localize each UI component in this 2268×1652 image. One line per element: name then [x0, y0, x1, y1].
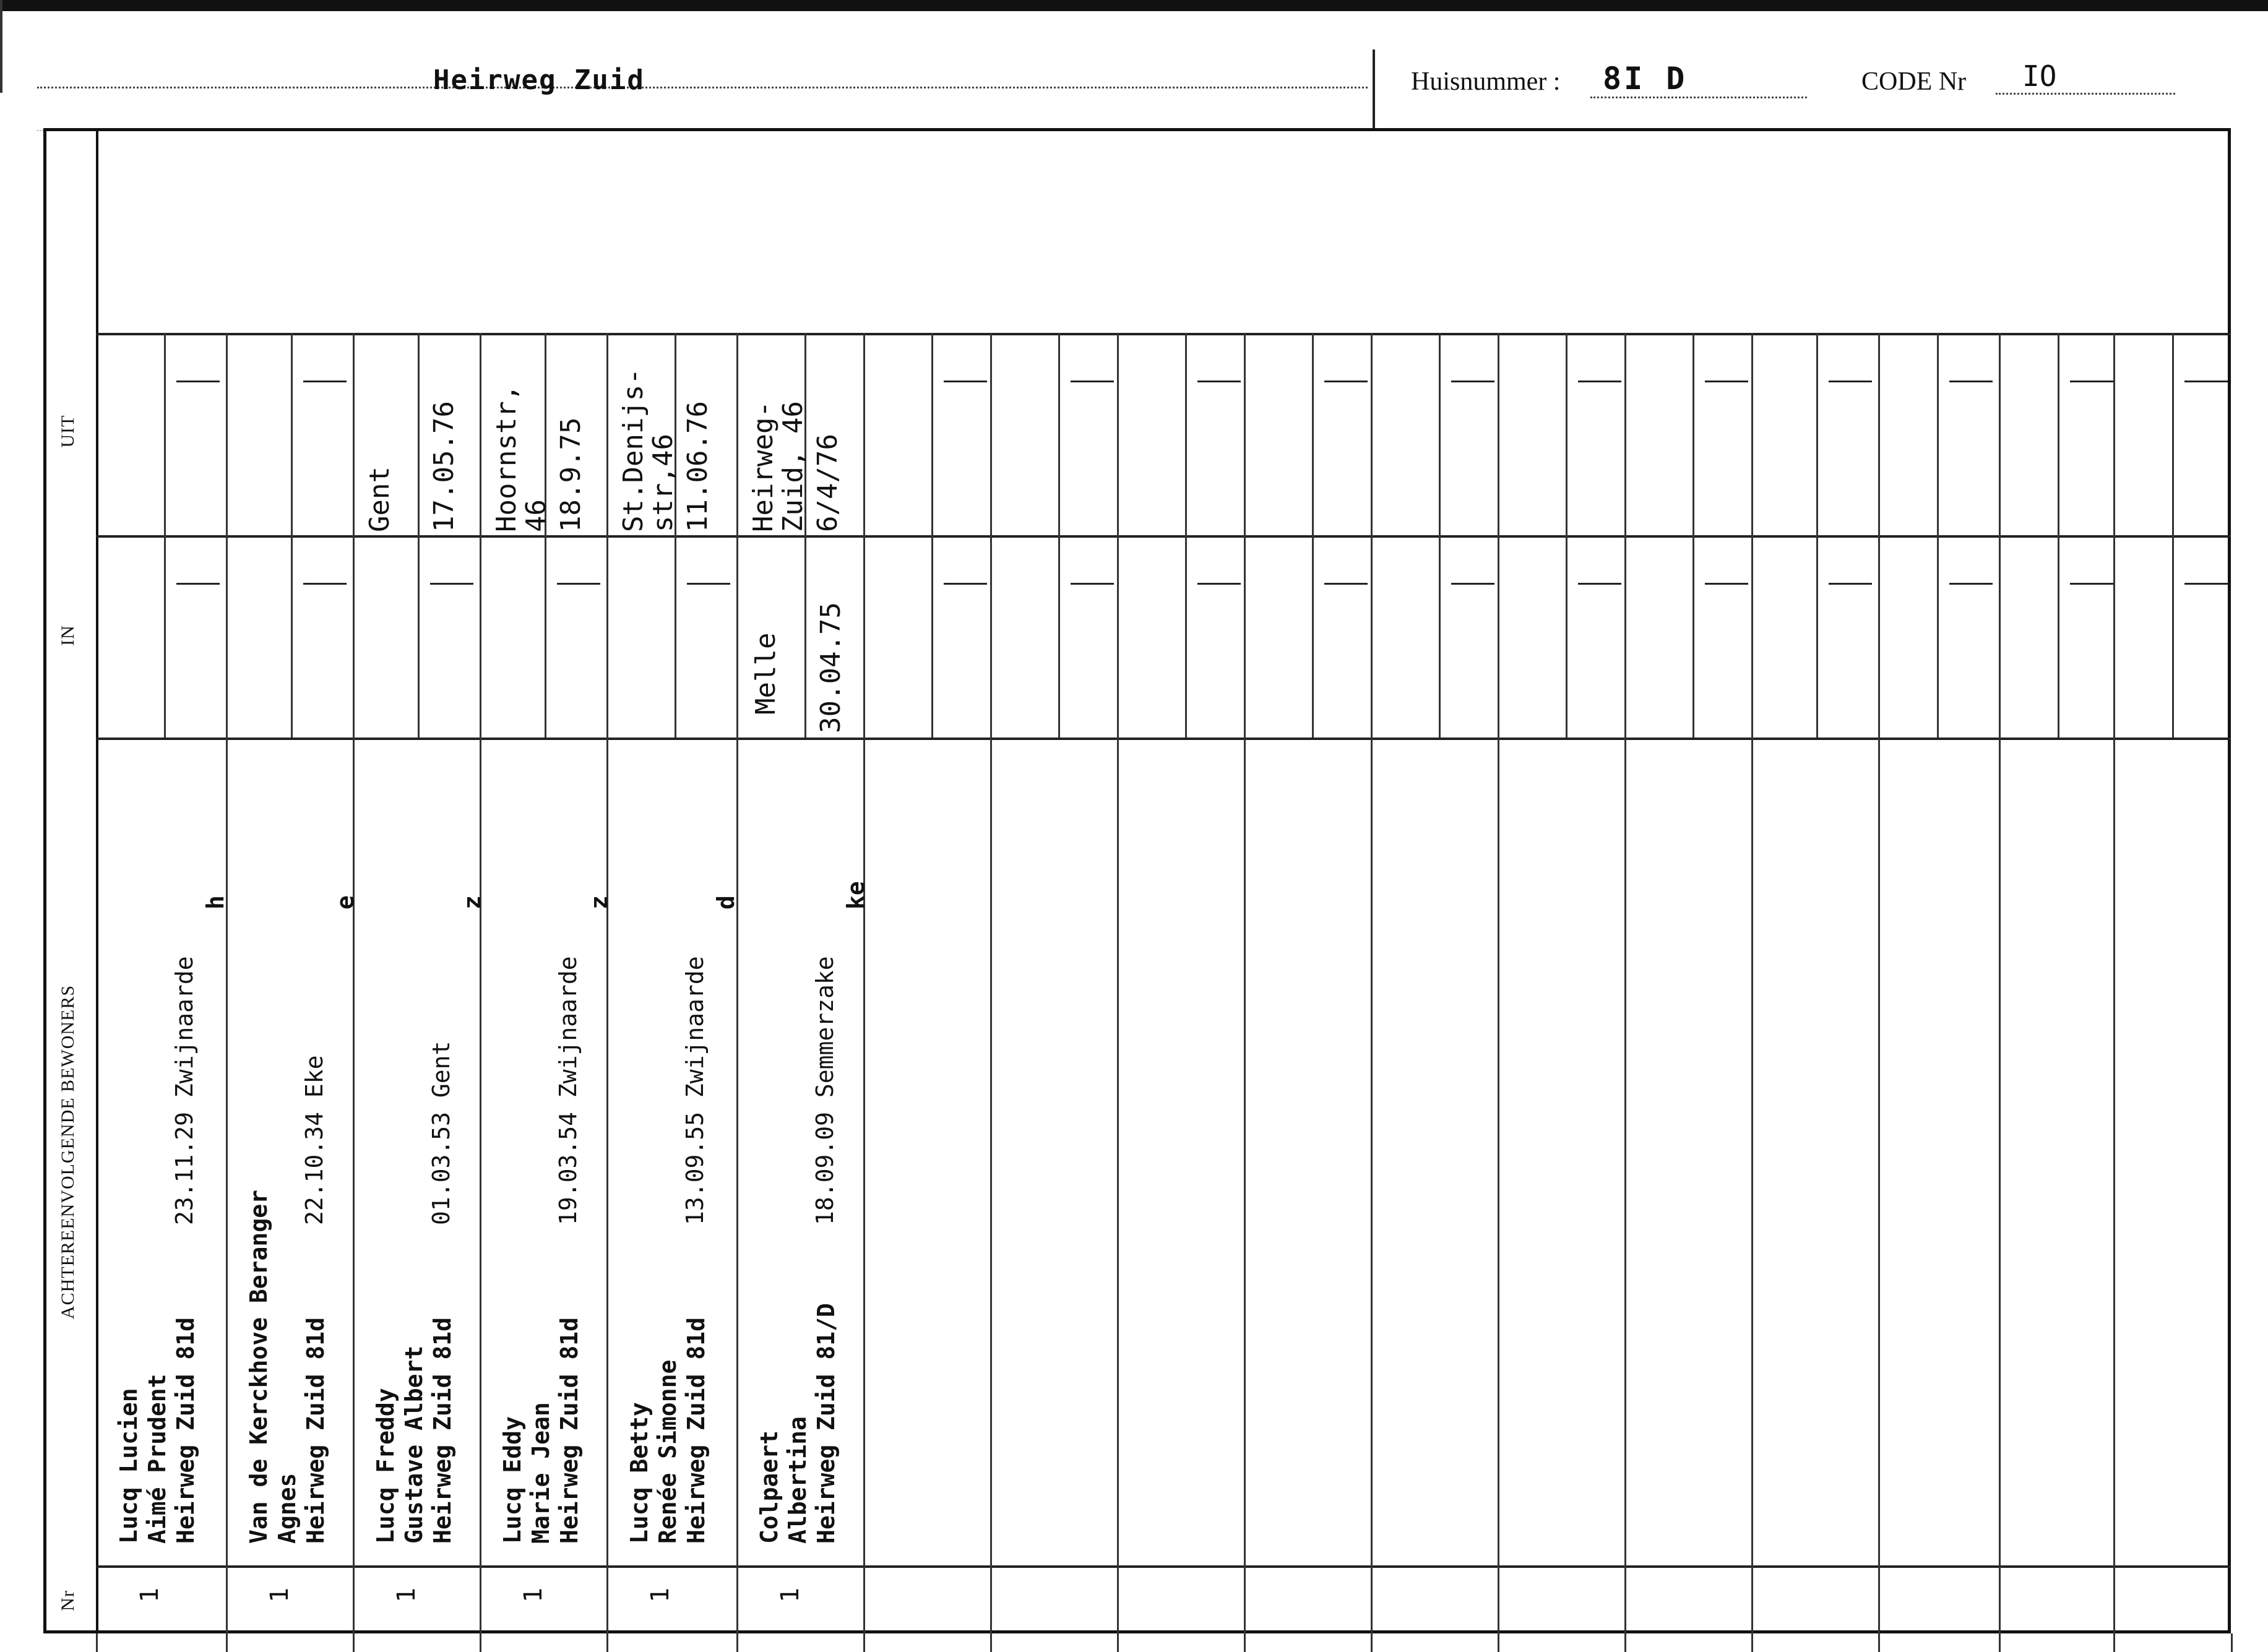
empty-in-dash	[944, 583, 987, 585]
birth-date-place: 18.09.09 Semmerzake	[811, 956, 839, 1225]
empty-uit-dash	[2184, 381, 2228, 382]
status-code: z	[459, 895, 486, 910]
resident-name: Van de Kerckhove Beranger Agnes Heirweg Zuid 81d	[245, 1190, 329, 1544]
street-name: Heirweg Zuid	[433, 64, 645, 96]
bottom-tick	[606, 1633, 608, 1652]
entry-nr: 1	[265, 1587, 295, 1603]
empty-uit-dash	[2070, 381, 2113, 382]
subcolumn-divider	[1566, 333, 1567, 738]
bottom-tick	[2231, 1633, 2233, 1652]
empty-uit-dash	[1324, 381, 1368, 382]
column-divider	[353, 333, 355, 1633]
street-dotted-line	[37, 87, 1368, 88]
subcolumn-divider	[1692, 333, 1694, 738]
empty-in-dash	[2184, 583, 2228, 585]
band-line-bewoners-nr	[96, 1565, 2231, 1568]
bottom-tick	[480, 1633, 481, 1652]
label-column-divider	[96, 128, 98, 1633]
empty-in-dash	[1949, 583, 1993, 585]
bottom-tick	[990, 1633, 992, 1652]
empty-in-dash	[1829, 583, 1872, 585]
in-date-dash	[430, 583, 473, 585]
bottom-tick	[863, 1633, 865, 1652]
subcolumn-divider	[1816, 333, 1818, 738]
in-date-dash	[176, 583, 220, 585]
empty-in-dash	[1451, 583, 1494, 585]
entry-nr: 1	[136, 1587, 165, 1603]
uit-place: St.Denijs- str,46	[618, 368, 679, 532]
empty-in-dash	[1705, 583, 1748, 585]
empty-uit-dash	[1829, 381, 1872, 382]
bottom-tick	[96, 1633, 98, 1652]
birth-date-place: 19.03.54 Zwijnaarde	[554, 956, 582, 1225]
uit-date: 11.06.76	[682, 401, 714, 532]
resident-name: Lucq Lucien Aimé Prudent Heirweg Zuid 81d	[115, 1317, 199, 1544]
column-divider	[736, 333, 738, 1633]
empty-in-dash	[1324, 583, 1368, 585]
uit-date-dash	[303, 381, 347, 382]
subcolumn-divider	[2172, 333, 2174, 738]
in-date-dash	[687, 583, 730, 585]
header-divider	[1373, 49, 1375, 130]
band-line-top	[96, 333, 2231, 335]
uit-place: Heirweg- Zuid, 46	[748, 401, 809, 532]
code-value: IO	[2022, 59, 2057, 93]
bottom-tick	[1624, 1633, 1626, 1652]
status-code: h	[202, 895, 229, 910]
huisnummer-value: 8I D	[1603, 61, 1688, 97]
empty-in-dash	[2070, 583, 2113, 585]
bottom-tick	[1999, 1633, 2001, 1652]
status-code: e	[332, 895, 359, 910]
subcolumn-divider	[804, 333, 806, 738]
status-code: d	[712, 895, 739, 910]
subcolumn-divider	[1439, 333, 1441, 738]
uit-place: Gent	[364, 467, 395, 532]
resident-name: Lucq Freddy Gustave Albert Heirweg Zuid 81d	[372, 1317, 456, 1544]
column-divider	[1999, 333, 2001, 1633]
huisnummer-dotted-line	[1590, 97, 1807, 98]
column-divider	[863, 333, 865, 1633]
bottom-tick	[1878, 1633, 1880, 1652]
bottom-tick	[1498, 1633, 1499, 1652]
entry-nr: 1	[392, 1587, 421, 1603]
code-label: CODE Nr	[1861, 67, 1967, 96]
card-header	[0, 11, 2268, 129]
empty-uit-dash	[1197, 381, 1241, 382]
band-line-in-bewoners	[96, 738, 2231, 740]
bottom-tick	[2113, 1633, 2115, 1652]
column-divider	[990, 333, 992, 1633]
in-place: Melle	[750, 632, 782, 715]
uit-date: 6/4/76	[812, 434, 843, 532]
uit-date: 17.05.76	[428, 401, 460, 532]
bottom-tick	[736, 1633, 738, 1652]
band-line-uit-in	[96, 535, 2231, 538]
bottom-tick	[353, 1633, 355, 1652]
subcolumn-divider	[1937, 333, 1939, 738]
empty-uit-dash	[1578, 381, 1621, 382]
resident-name: Colpaert Albertina Heirweg Zuid 81/D	[756, 1303, 840, 1544]
birth-date-place: 01.03.53 Gent	[428, 1041, 455, 1225]
empty-uit-dash	[944, 381, 987, 382]
subcolumn-divider	[291, 333, 293, 738]
subcolumn-divider	[418, 333, 420, 738]
column-divider	[1498, 333, 1499, 1633]
in-date-dash	[303, 583, 347, 585]
code-dotted-line	[1996, 93, 2175, 95]
birth-date-place: 23.11.29 Zwijnaarde	[171, 956, 198, 1225]
subcolumn-divider	[1185, 333, 1187, 738]
subcolumn-divider	[164, 333, 166, 738]
column-divider	[1371, 333, 1373, 1633]
empty-uit-dash	[1071, 381, 1114, 382]
huisnummer-label: Huisnummer :	[1411, 67, 1561, 96]
top-border	[0, 0, 2268, 11]
empty-uit-dash	[1949, 381, 1993, 382]
column-divider	[1878, 333, 1880, 1633]
column-divider	[2113, 333, 2115, 1633]
column-divider	[1244, 333, 1246, 1633]
row-label-bewoners: ACHTEREENVOLGENDE BEWONERS	[58, 984, 78, 1320]
subcolumn-divider	[1312, 333, 1314, 738]
column-divider	[480, 333, 481, 1633]
column-divider	[1751, 333, 1753, 1633]
bottom-tick	[1371, 1633, 1373, 1652]
empty-uit-dash	[1451, 381, 1494, 382]
bottom-tick	[1117, 1633, 1119, 1652]
empty-in-dash	[1578, 583, 1621, 585]
resident-name: Lucq Betty Renée Simonne Heirweg Zuid 81d	[626, 1317, 710, 1544]
row-label-nr: Nr	[58, 1590, 78, 1611]
empty-uit-dash	[1705, 381, 1748, 382]
birth-date-place: 22.10.34 Eke	[301, 1055, 328, 1225]
subcolumn-divider	[2058, 333, 2059, 738]
entry-nr: 1	[519, 1587, 548, 1603]
column-divider	[226, 333, 228, 1633]
in-date: 30.04.75	[815, 602, 847, 733]
status-code: z	[585, 895, 613, 910]
subcolumn-divider	[931, 333, 933, 738]
column-divider	[1117, 333, 1119, 1633]
entry-nr: 1	[776, 1587, 805, 1603]
column-divider	[1624, 333, 1626, 1633]
row-label-in: IN	[58, 625, 78, 646]
row-label-uit: UIT	[58, 415, 78, 448]
in-date-dash	[557, 583, 600, 585]
birth-date-place: 13.09.55 Zwijnaarde	[681, 956, 709, 1225]
subcolumn-divider	[1058, 333, 1060, 738]
uit-date-dash	[176, 381, 220, 382]
entry-nr: 1	[646, 1587, 675, 1603]
bottom-tick	[1751, 1633, 1753, 1652]
empty-in-dash	[1197, 583, 1241, 585]
uit-date: 18.9.75	[555, 417, 587, 532]
bottom-tick	[1244, 1633, 1246, 1652]
column-divider	[606, 333, 608, 1633]
status-code: ke	[842, 881, 869, 910]
uit-place: Hoornstr, 46	[491, 384, 552, 532]
empty-in-dash	[1071, 583, 1114, 585]
resident-name: Lucq Eddy Marie Jean Heirweg Zuid 81d	[499, 1317, 583, 1544]
bottom-tick-strip	[43, 1633, 2231, 1652]
bottom-tick	[226, 1633, 228, 1652]
